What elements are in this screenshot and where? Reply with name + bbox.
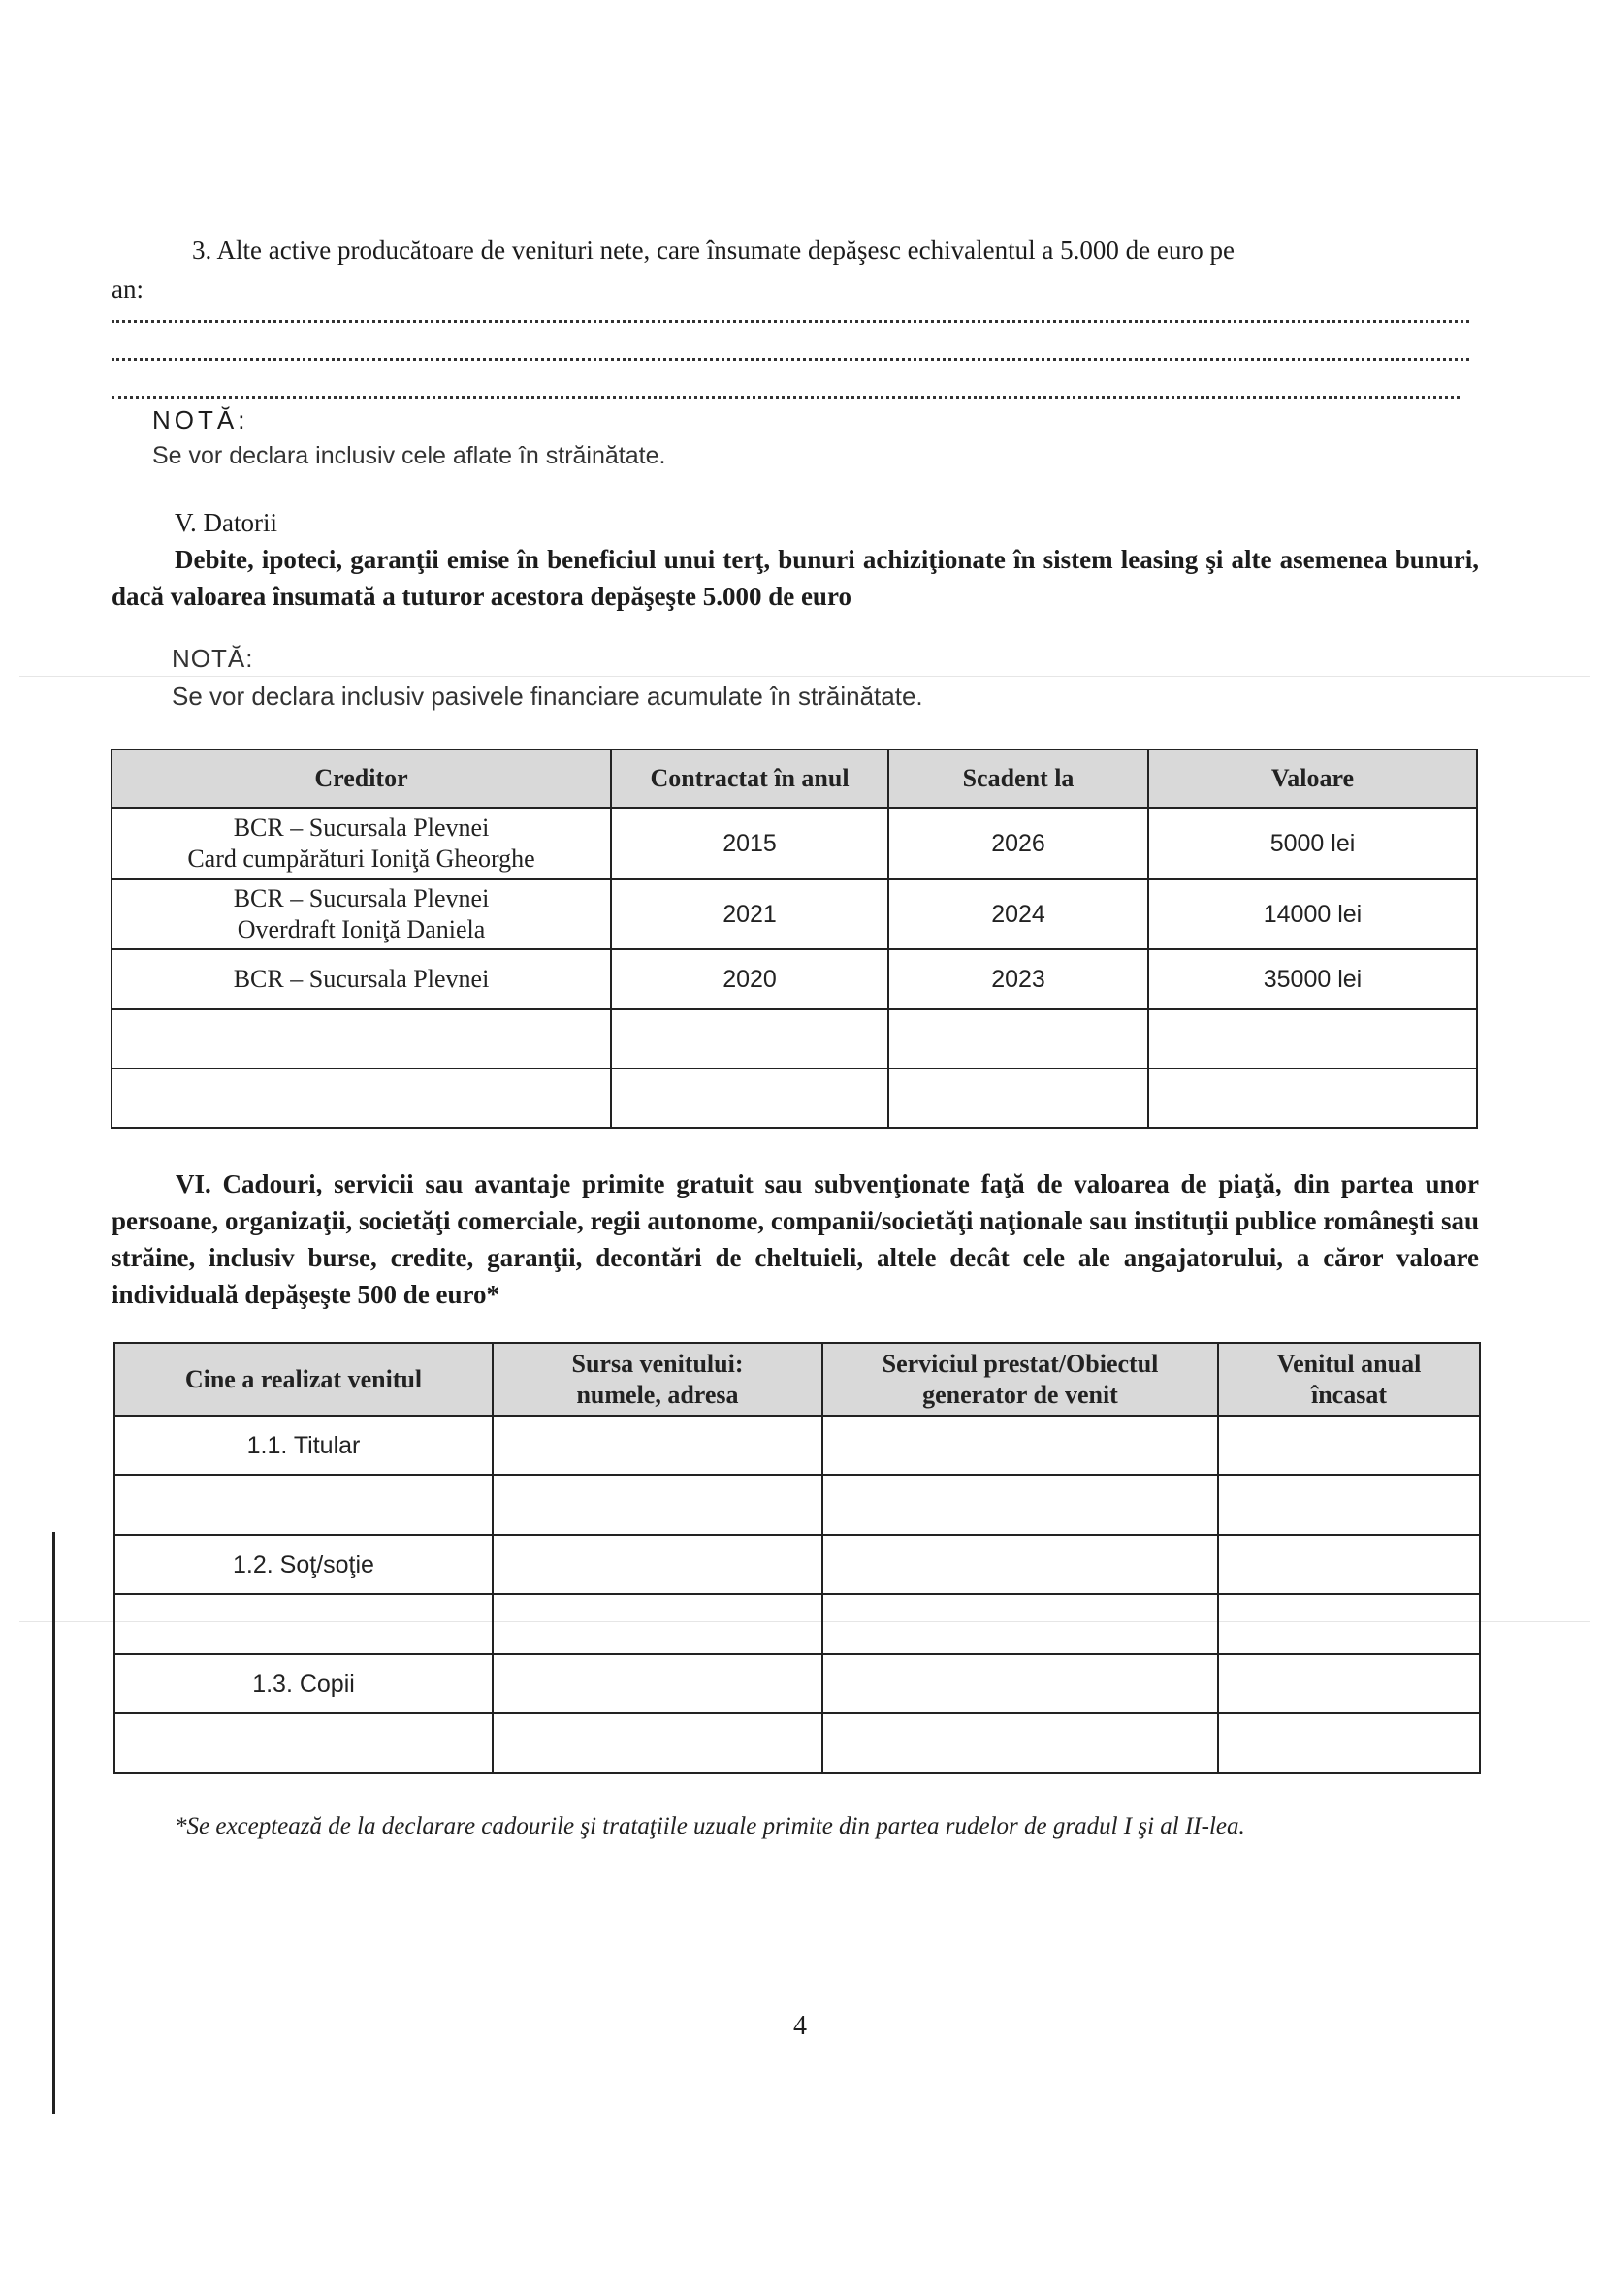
table-row bbox=[114, 1654, 1480, 1713]
table-header-row bbox=[112, 749, 1477, 808]
table-row bbox=[112, 808, 1477, 879]
who-cell bbox=[114, 1475, 493, 1535]
table-row-empty bbox=[112, 1009, 1477, 1068]
year-cell: 2021 bbox=[611, 879, 888, 949]
column-header-source bbox=[493, 1343, 822, 1416]
who-cell: 1.2. Soţ/soţie bbox=[114, 1535, 493, 1594]
section-3-continuation: an: bbox=[112, 274, 144, 303]
section-vi-text: VI. Cadouri, servicii sau avantaje primite gratuit sau subvenţionate faţă de valoarea de piaţă, din partea unor persoane, organizaţii, societăţi comerciale, regii autonome, companii/societăţi naţionale sau instituţii publice româneşti sau străine, inclusiv burse, credite, garanţii, decontări de cheltuieli, altele decât cele ale angajatorului, a căror valoare individuală depăşeşte 500 de euro* bbox=[112, 1169, 1479, 1309]
creditor-cell bbox=[112, 879, 611, 949]
debts-table bbox=[111, 749, 1478, 1129]
column-header-value: Valoare bbox=[1148, 749, 1477, 808]
who-cell bbox=[114, 1594, 493, 1654]
table-row bbox=[114, 1416, 1480, 1475]
table-row bbox=[114, 1535, 1480, 1594]
column-header-due: Scadent la bbox=[888, 749, 1148, 808]
header-line: Serviciul prestat/Obiectul bbox=[882, 1349, 1159, 1378]
due-cell: 2023 bbox=[888, 949, 1148, 1009]
table-row bbox=[114, 1713, 1480, 1773]
table-row bbox=[112, 949, 1477, 1009]
due-cell: 2024 bbox=[888, 879, 1148, 949]
scan-fold-line bbox=[19, 676, 1590, 677]
table-header-row bbox=[114, 1343, 1480, 1416]
table-row bbox=[114, 1594, 1480, 1654]
nota-text: Se vor declara inclusiv pasivele financiare acumulate în străinătate. bbox=[172, 682, 923, 711]
header-line: generator de venit bbox=[922, 1380, 1118, 1409]
gifts-table bbox=[113, 1342, 1481, 1774]
due-cell: 2026 bbox=[888, 808, 1148, 879]
column-header-who bbox=[114, 1343, 493, 1416]
footnote: *Se exceptează de la declarare cadourile şi trataţiile uzuale primite din partea rudelor de gradul I şi al II-lea. bbox=[175, 1813, 1245, 1839]
value-cell: 14000 lei bbox=[1148, 879, 1477, 949]
who-cell: 1.1. Titular bbox=[114, 1416, 493, 1475]
nota-label: NOTĂ: bbox=[152, 405, 249, 434]
creditor-line: BCR – Sucursala Plevnei bbox=[233, 884, 490, 912]
column-header-service bbox=[822, 1343, 1218, 1416]
table-row bbox=[112, 879, 1477, 949]
dotted-line bbox=[112, 356, 1469, 361]
creditor-line: BCR – Sucursala Plevnei bbox=[233, 965, 490, 993]
creditor-line: Card cumpărături Ioniţă Gheorghe bbox=[187, 845, 535, 873]
year-cell: 2015 bbox=[611, 808, 888, 879]
dotted-line bbox=[112, 318, 1469, 323]
nota-label: NOTĂ: bbox=[172, 644, 254, 673]
header-line: Cine a realizat venitul bbox=[184, 1364, 423, 1393]
value-cell: 35000 lei bbox=[1148, 949, 1477, 1009]
who-cell bbox=[114, 1713, 493, 1773]
creditor-line: BCR – Sucursala Plevnei bbox=[233, 813, 490, 842]
column-header-year: Contractat în anul bbox=[611, 749, 888, 808]
header-line: Sursa venitului: bbox=[571, 1349, 744, 1378]
table-row bbox=[114, 1475, 1480, 1535]
section-v-title: V. Datorii bbox=[175, 508, 277, 537]
section-3-text: 3. Alte active producătoare de venituri nete, care însumate depăşesc echivalentul a 5.000 de euro pe bbox=[192, 236, 1236, 265]
header-line: numele, adresa bbox=[576, 1380, 739, 1409]
header-line: Venitul anual bbox=[1276, 1349, 1422, 1378]
creditor-line: Overdraft Ioniţă Daniela bbox=[237, 915, 486, 943]
column-header-creditor: Creditor bbox=[112, 749, 611, 808]
who-cell: 1.3. Copii bbox=[114, 1654, 493, 1713]
column-header-income bbox=[1218, 1343, 1480, 1416]
section-v-text: Debite, ipoteci, garanţii emise în beneficiul unui terţ, bunuri achiziţionate în sistem leasing şi alte asemenea bunuri, dacă valoarea însumată a tuturor acestora depăşeşte 5.000 de euro bbox=[112, 545, 1479, 611]
creditor-cell bbox=[112, 949, 611, 1009]
nota-text: Se vor declara inclusiv cele aflate în străinătate. bbox=[152, 442, 666, 469]
header-line: încasat bbox=[1311, 1380, 1387, 1409]
creditor-cell bbox=[112, 808, 611, 879]
dotted-line bbox=[112, 394, 1460, 399]
table-row-empty bbox=[112, 1068, 1477, 1128]
page-number: 4 bbox=[793, 2011, 807, 2041]
value-cell: 5000 lei bbox=[1148, 808, 1477, 879]
year-cell: 2020 bbox=[611, 949, 888, 1009]
margin-line bbox=[52, 1532, 55, 2114]
